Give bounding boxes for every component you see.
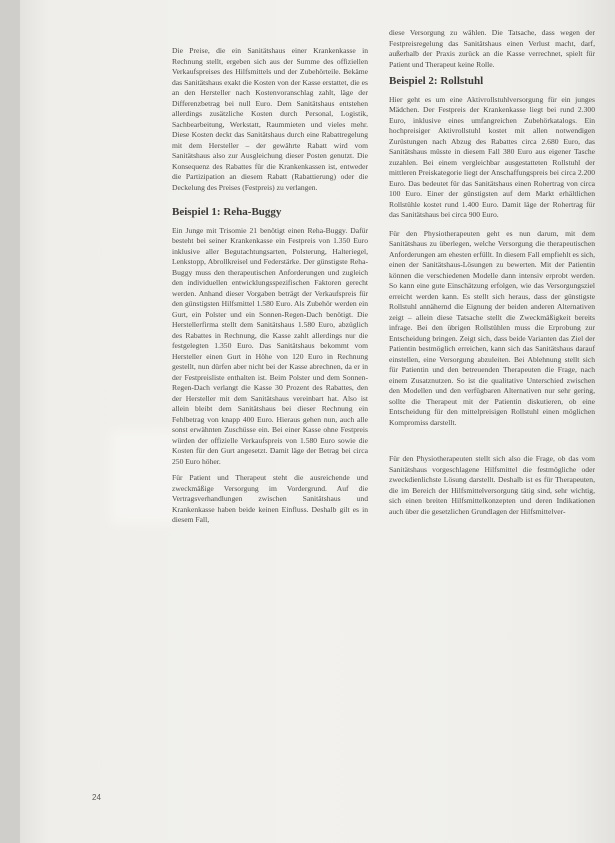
example2-paragraph-1: Hier geht es um eine Aktivrollstuhlversorgung für ein junges Mädchen. Der Festpreis der Krankenkasse liegt bei rund 2.300 Euro, inklusive eines umfangreichen Zubehörkatalogs. Ein hochpreisiger Aktivrollstuhl kostet mit allen notwendigen Zurüstungen nach Abzug des Rabattes circa 2.680 Euro, das Sanitätshaus müsste in diesem Fall 380 Euro aus eigener Tasche zuzahlen. Bei einem vergleichbar ausgestatteten Rollstuhl der mittleren Preiskategorie liegt der Anschaffungspreis bei circa 2.200 Euro. Das bedeutet für das Sanitätshaus einen Rohertrag von circa 100 Euro. Einer der günstigsten auf dem Markt erhältlichen Rollstühle kostet rund 1.400 Euro. Damit läge der Rohertrag für das Sanitätshaus bei circa 900 Euro.	[389, 94, 595, 219]
example1-paragraph-1: Ein Junge mit Trisomie 21 benötigt einen Reha-Buggy. Dafür besteht bei seiner Krankenkasse ein Festpreis von 1.350 Euro inklusive aller Begutachtungsarten, Polsterung, Halteriegel, Lenkstopp, Abrollkreisel und Federstärke. Der günstigste Reha-Buggy muss den therapeutischen Anforderungen und zugleich den individuellen entwicklungsspezifischen Faktoren gerecht werden. Anhand dieser Vorgaben beträgt der Verkaufspreis für den günstigsten Hilfsmittel 1.580 Euro. Als Zubehör werden ein Gurt, ein Polster und ein Sonnen-Regen-Dach benötigt. Die Herstellerfirma stellt dem Sanitätshaus 1.580 Euro, abzüglich des Rabattes in Rechnung, die Kasse zahlt allerdings nur die festgelegten 1.350 Euro. Das Sanitätshaus bekommt vom Hersteller einen Gurt in Höhe von 120 Euro in Rechnung gestellt, nun dürfen aber nicht bei der Kasse abrechnen, da er in der Festpreisliste enthalten ist. Beim Polster und dem Sonnen-Regen-Dach verlangt die Kasse 30 Prozent des Rabattes, den der Hersteller mit dem Sanitätshaus vereinbart hat. Also ist allein bleibt dem Sanitätshaus bei dieser Rechnung ein Fehlbetrag von knapp 400 Euro. Hieraus gehen nun, auch alle sonst erwähnten Zuschüsse ein. Bei einer Kasse ohne Festpreis würden der offizielle Verkaufspreis von 1.580 Euro sowie die Kosten für den Gurt angesetzt. Damit läge der Betrag bei circa 250 Euro höher.	[172, 225, 368, 466]
right-top-paragraph: diese Versorgung zu wählen. Die Tatsache, dass wegen der Festpreisregelung das Sanitätshaus einen Verlust macht, darf, außerhalb der Praxis zurück an die Kasse verrechnet, spielt für Patient und Therapeut keine Rolle.	[389, 28, 595, 69]
example2-title: Beispiel 2: Rollstuhl	[389, 75, 484, 87]
example2-paragraph-2: Für den Physiotherapeuten geht es nun darum, mit dem Sanitätshaus zu überlegen, welche Versorgung die therapeutischen Anforderungen am ehesten erfüllt. In diesem Fall empfiehlt es sich, einen der Sanitätshaus-Lösungen zu bewerten. Mit der Patientin können die verschiedenen Modelle dann intensiv erprobt werden. So kann eine gute Einschätzung erfolgen, wie das Versorgungsziel erreicht werden kann. Es stellt sich heraus, dass der günstigste Rollstuhl annähernd die Eignung der beiden anderen Alternativen zeigt – allein diese Tatsache stellt die Zweckmäßigkeit bereits infrage. Bei den übrigen Rollstühlen muss die Erprobung zur Entscheidung bringen. Zeigt sich, dass beide Varianten das Ziel der Patientin bestmöglich erreichen, kann sich das Sanitätshaus darauf einstellen, eine Versorgung abzuleiten. Bei Ablehnung stellt sich für Patientin und den betreuenden Therapeuten die Frage, nach einem Zusatznutzen. So ist die qualitative Unterschied zwischen den Modellen und den verfügbaren Alternativen nur sehr gering, sollte die Therapeut mit der Patientin diskutieren, ob eine Entscheidung für den mittelpreisigen Rollstuhl einen möglichen Kompromiss darstellt.	[389, 228, 595, 427]
faded-photo-area	[110, 430, 180, 525]
example1-title: Beispiel 1: Reha-Buggy	[172, 206, 282, 218]
right-column	[389, 28, 595, 523]
left-column	[172, 28, 368, 532]
page-number: 24	[92, 793, 101, 802]
intro-paragraph: Die Preise, die ein Sanitätshaus einer Krankenkasse in Rechnung stellt, ergeben sich aus der Summe des offiziellen Verkaufspreises des Hilfsmittels und der Zubehörteile. Bekäme das Sanitätshaus exakt die Kosten von der Kasse erstattet, die es an den Hersteller nach Kostenvoranschlag zahlt, läge der Differenzbetrag bei null Euro. Dem Sanitätshaus entstehen allerdings zusätzliche Kosten durch Personal, Logistik, Sachbearbeitung, Werkstatt, Raummieten und vieles mehr. Diese Kosten deckt das Sanitätshaus durch eine Rabattregelung mit dem Hersteller – der gewährte Rabatt wird vom Sanitätshaus also zur Ausgleichung dieser Posten genutzt. Die Konsequenz des Rabattes für die Krankenkassen ist, entweder die Partizipation an diesem Rabatt (Rabattierung) oder die Deckelung des Preises (Festpreis) zu verlangen.	[172, 46, 368, 192]
left-edge-shadow	[0, 0, 20, 843]
example2-paragraph-3: Für den Physiotherapeuten stellt sich also die Frage, ob das vom Sanitätshaus vorgeschlagene Hilfsmittel die festmögliche oder zweckdienlichste Lösung darstellt. Deshalb ist es für Therapeuten, die im Bereich der Hilfsmittelversorgung tätig sind, sehr wichtig, sich einen breiten Hilfsmittelkonzepten und deren Indikationen auch über die gesetzlichen Grundlagen der Hilfsmittelver-	[389, 454, 595, 516]
example1-paragraph-2: Für Patient und Therapeut steht die ausreichende und zweckmäßige Versorgung im Vordergrund. Auf die Vertragsverhandlungen zwischen Sanitätshaus und Krankenkasse haben beide keinen Einfluss. Deshalb gilt es in diesem Fall,	[172, 473, 368, 524]
